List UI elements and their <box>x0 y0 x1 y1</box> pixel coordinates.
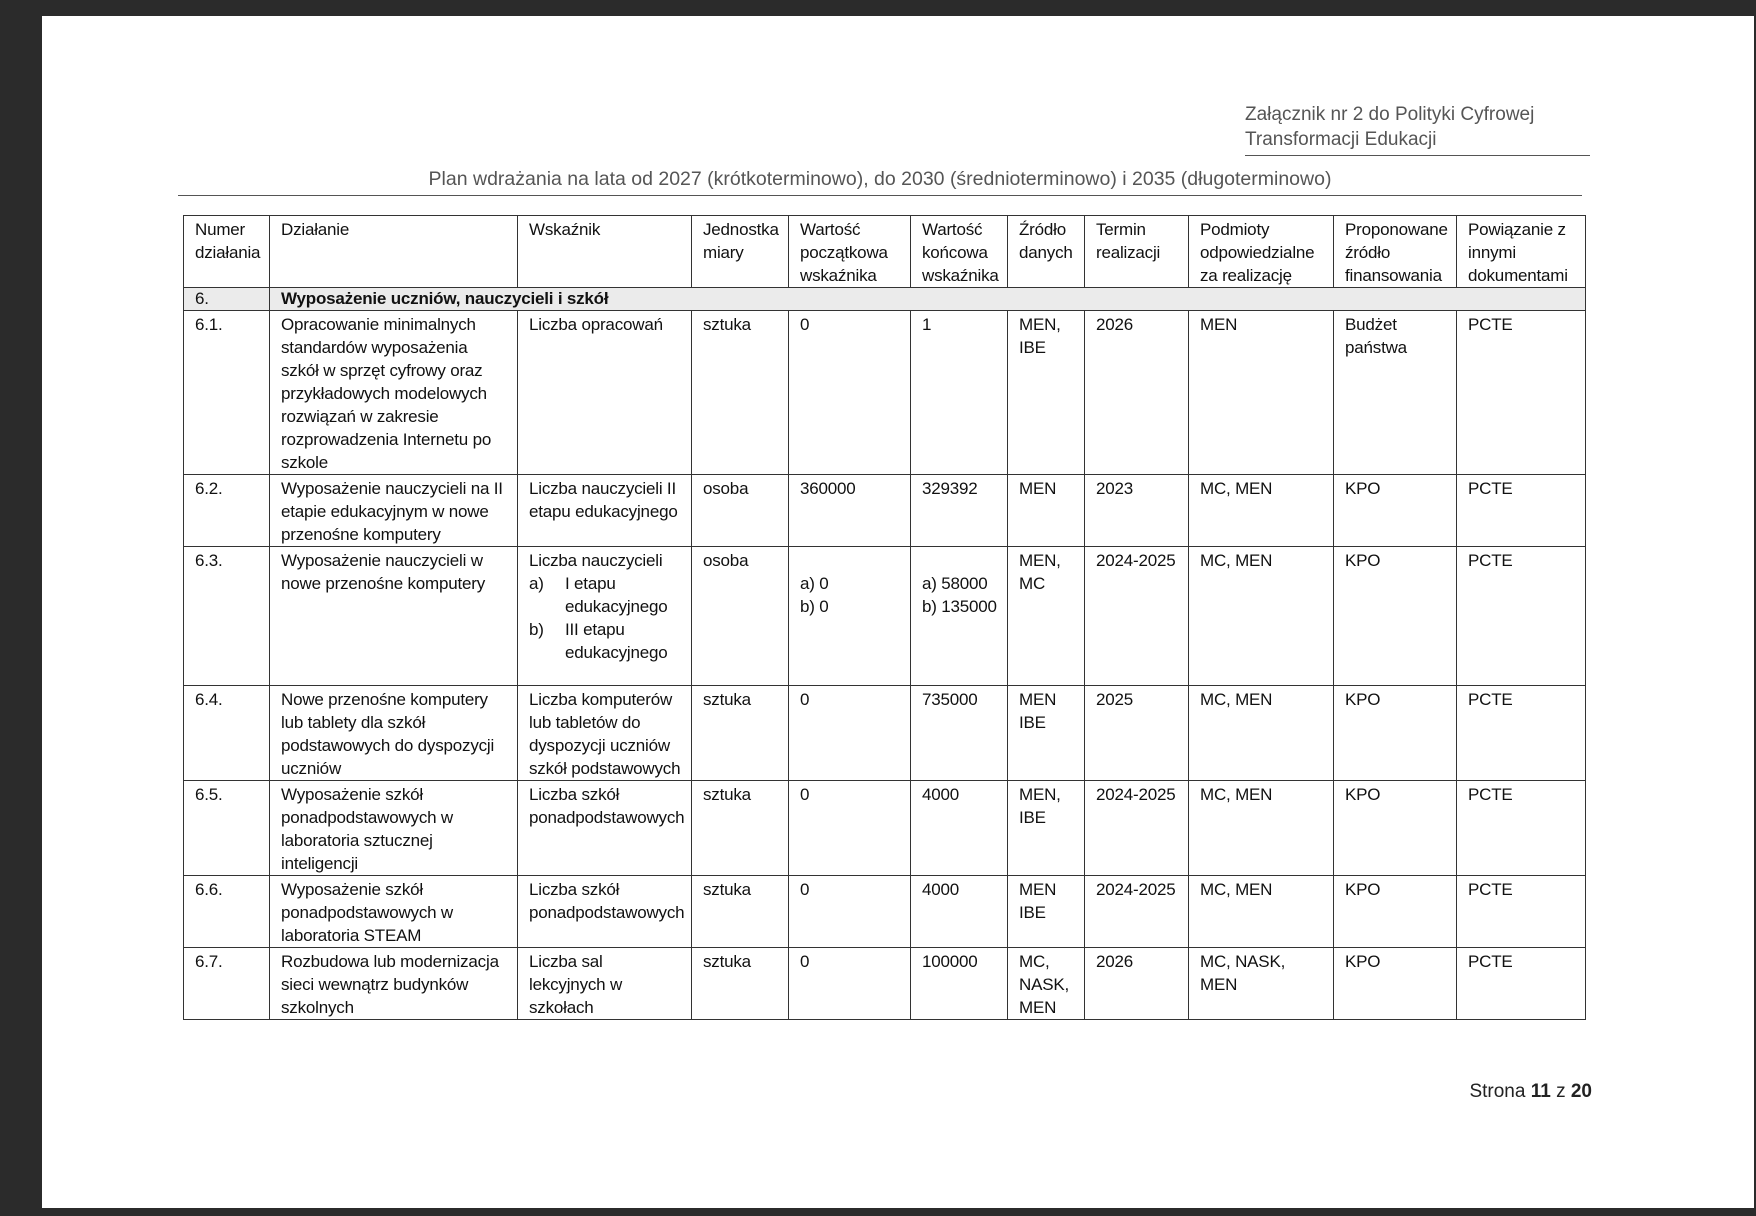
cell-links: PCTE <box>1457 876 1586 948</box>
cell-indicator: Liczba szkół ponadpodstawowych <box>518 781 692 876</box>
cell-end-value: 735000 <box>911 686 1008 781</box>
cell-links: PCTE <box>1457 547 1586 686</box>
table-row <box>184 686 1586 781</box>
cell-start-value: 0 <box>789 686 911 781</box>
table-row <box>184 311 1586 475</box>
list-text: III etapu edukacyjnego <box>565 620 668 662</box>
cell-source: MEN IBE <box>1008 686 1085 781</box>
cell-source: MEN, IBE <box>1008 781 1085 876</box>
col-header-links: Powiązanie z innymi dokumentami <box>1457 216 1586 288</box>
list-marker: b) <box>529 620 544 639</box>
cell-links: PCTE <box>1457 781 1586 876</box>
end-value-a: a) 58000 <box>922 574 988 593</box>
cell-start-value: 360000 <box>789 475 911 547</box>
cell-entities: MC, MEN <box>1189 686 1334 781</box>
cell-end-value: 329392 <box>911 475 1008 547</box>
table-row <box>184 547 1586 686</box>
cell-entities: MC, MEN <box>1189 547 1334 686</box>
table-row <box>184 876 1586 948</box>
cell-entities: MC, NASK, MEN <box>1189 948 1334 1020</box>
cell-indicator: Liczba sal lekcyjnych w szkołach <box>518 948 692 1020</box>
page-number-prefix: Strona <box>1469 1081 1526 1102</box>
cell-term: 2024-2025 <box>1085 547 1189 686</box>
table-header-row <box>184 216 1586 288</box>
cell-action: Opracowanie minimalnych standardów wyposażenia szkół w sprzęt cyfrowy oraz przykładowych modelowych rozwiązań w zakresie rozprowadzenia Internetu po szkole <box>270 311 518 475</box>
cell-links: PCTE <box>1457 311 1586 475</box>
cell-action: Rozbudowa lub modernizacja sieci wewnątrz budynków szkolnych <box>270 948 518 1020</box>
col-header-entities: Podmioty odpowiedzialne za realizację <box>1189 216 1334 288</box>
cell-source: MEN <box>1008 475 1085 547</box>
total-pages: 20 <box>1570 1081 1592 1102</box>
cell-links: PCTE <box>1457 475 1586 547</box>
cell-source: MEN, MC <box>1008 547 1085 686</box>
cell-unit: osoba <box>692 547 789 686</box>
cell-entities: MC, MEN <box>1189 475 1334 547</box>
cell-action: Wyposażenie szkół ponadpodstawowych w laboratoria sztucznej inteligencji <box>270 781 518 876</box>
cell-term: 2024-2025 <box>1085 876 1189 948</box>
cell-unit: sztuka <box>692 311 789 475</box>
cell-term: 2025 <box>1085 686 1189 781</box>
cell-indicator: Liczba nauczycieli II etapu edukacyjnego <box>518 475 692 547</box>
cell-action: Wyposażenie nauczycieli na II etapie edukacyjnym w nowe przenośne komputery <box>270 475 518 547</box>
current-page: 11 <box>1530 1081 1551 1102</box>
cell-indicator <box>518 547 692 686</box>
cell-end-value: 1 <box>911 311 1008 475</box>
indicator-label: Liczba nauczycieli <box>529 551 663 570</box>
cell-funding: KPO <box>1334 781 1457 876</box>
cell-entities: MC, MEN <box>1189 781 1334 876</box>
col-header-unit: Jednostka miary <box>692 216 789 288</box>
cell-number: 6.2. <box>184 475 270 547</box>
cell-funding: KPO <box>1334 948 1457 1020</box>
document-page <box>42 16 1754 1208</box>
col-header-source: Źródło danych <box>1008 216 1085 288</box>
start-value-a: a) 0 <box>800 574 829 593</box>
cell-unit: sztuka <box>692 781 789 876</box>
cell-start-value <box>789 547 911 686</box>
cell-unit: sztuka <box>692 686 789 781</box>
list-text: I etapu edukacyjnego <box>565 574 668 616</box>
section-number: 6. <box>184 288 270 311</box>
header-line-2: Transformacji Edukacji <box>1245 129 1437 150</box>
cell-indicator: Liczba komputerów lub tabletów do dyspozycji uczniów szkół podstawowych <box>518 686 692 781</box>
cell-number: 6.7. <box>184 948 270 1020</box>
list-marker: a) <box>529 574 544 593</box>
cell-start-value: 0 <box>789 948 911 1020</box>
cell-term: 2023 <box>1085 475 1189 547</box>
start-value-b: b) 0 <box>800 597 829 616</box>
cell-number: 6.4. <box>184 686 270 781</box>
cell-term: 2026 <box>1085 311 1189 475</box>
col-header-number: Numer działania <box>184 216 270 288</box>
cell-end-value: 4000 <box>911 876 1008 948</box>
cell-funding: Budżet państwa <box>1334 311 1457 475</box>
col-header-indicator: Wskaźnik <box>518 216 692 288</box>
cell-entities: MEN <box>1189 311 1334 475</box>
list-item <box>529 572 681 618</box>
cell-unit: sztuka <box>692 876 789 948</box>
document-header <box>1245 102 1590 156</box>
cell-funding: KPO <box>1334 475 1457 547</box>
page-number <box>1432 1081 1592 1103</box>
table-row <box>184 948 1586 1020</box>
col-header-action: Działanie <box>270 216 518 288</box>
col-header-funding: Proponowane źródło finansowania <box>1334 216 1457 288</box>
cell-source: MEN, IBE <box>1008 311 1085 475</box>
page-number-sep: z <box>1556 1081 1566 1102</box>
cell-source: MEN IBE <box>1008 876 1085 948</box>
col-header-end-value: Wartość końcowa wskaźnika <box>911 216 1008 288</box>
cell-unit: sztuka <box>692 948 789 1020</box>
cell-start-value: 0 <box>789 311 911 475</box>
end-value-b: b) 135000 <box>922 597 997 616</box>
cell-start-value: 0 <box>789 781 911 876</box>
cell-end-value: 4000 <box>911 781 1008 876</box>
cell-entities: MC, MEN <box>1189 876 1334 948</box>
cell-end-value <box>911 547 1008 686</box>
cell-indicator: Liczba opracowań <box>518 311 692 475</box>
plan-title: Plan wdrażania na lata od 2027 (krótkoterminowo), do 2030 (średnioterminowo) i 2035 (długoterminowo) <box>178 168 1582 196</box>
cell-links: PCTE <box>1457 686 1586 781</box>
cell-start-value: 0 <box>789 876 911 948</box>
cell-funding: KPO <box>1334 686 1457 781</box>
cell-unit: osoba <box>692 475 789 547</box>
cell-funding: KPO <box>1334 547 1457 686</box>
indicator-list <box>529 572 681 664</box>
table-row <box>184 475 1586 547</box>
cell-number: 6.3. <box>184 547 270 686</box>
cell-number: 6.1. <box>184 311 270 475</box>
header-line-1: Załącznik nr 2 do Polityki Cyfrowej <box>1245 104 1535 125</box>
col-header-term: Termin realizacji <box>1085 216 1189 288</box>
cell-source: MC, NASK, MEN <box>1008 948 1085 1020</box>
cell-action: Nowe przenośne komputery lub tablety dla szkół podstawowych do dyspozycji uczniów <box>270 686 518 781</box>
cell-action: Wyposażenie szkół ponadpodstawowych w laboratoria STEAM <box>270 876 518 948</box>
section-row <box>184 288 1586 311</box>
cell-end-value: 100000 <box>911 948 1008 1020</box>
table-row <box>184 781 1586 876</box>
section-title: Wyposażenie uczniów, nauczycieli i szkół <box>270 288 1586 311</box>
cell-term: 2026 <box>1085 948 1189 1020</box>
cell-number: 6.6. <box>184 876 270 948</box>
implementation-plan-table <box>183 215 1586 1020</box>
cell-number: 6.5. <box>184 781 270 876</box>
cell-action: Wyposażenie nauczycieli w nowe przenośne komputery <box>270 547 518 686</box>
col-header-start-value: Wartość początkowa wskaźnika <box>789 216 911 288</box>
cell-term: 2024-2025 <box>1085 781 1189 876</box>
cell-indicator: Liczba szkół ponadpodstawowych <box>518 876 692 948</box>
cell-links: PCTE <box>1457 948 1586 1020</box>
cell-funding: KPO <box>1334 876 1457 948</box>
list-item <box>529 618 681 664</box>
